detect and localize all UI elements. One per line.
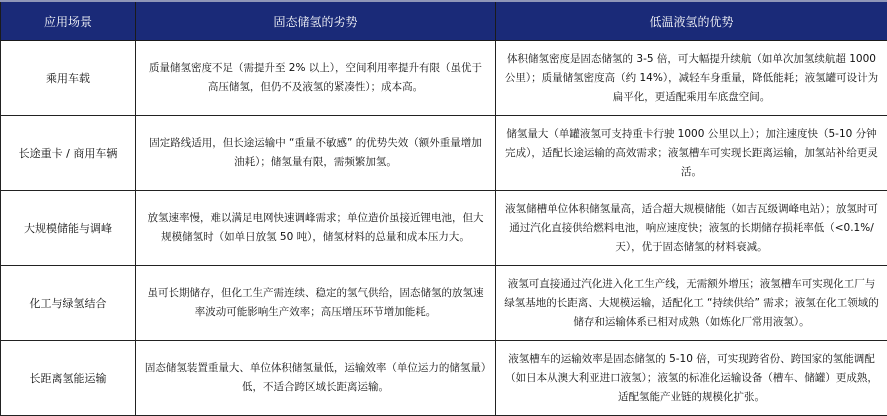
header-liquid-advantage: 低温液氢的优势 bbox=[496, 1, 887, 41]
liquid-advantage-cell: 液氢槽车的运输效率是固态储氢的 5-10 倍，可实现跨省份、跨国家的氢能调配（如日本从澳大利亚进口液氢）；液氢的标准化运输设备（槽车、储罐）更成熟，适配氢能产业链的规模化扩张。 bbox=[496, 341, 887, 416]
scene-cell: 化工与绿氢结合 bbox=[1, 266, 136, 341]
liquid-advantage-cell: 体积储氢密度是固态储氢的 3-5 倍，可大幅提升续航（如单次加氢续航超 1000 公里）；质量储氢密度高（约 14%），减轻车身重量，降低能耗；液氢罐可设计为扁平化，更适配乘用车底盘空间。 bbox=[496, 41, 887, 116]
table-row bbox=[1, 266, 887, 341]
header-row bbox=[1, 1, 887, 41]
header-solid-disadvantage: 固态储氢的劣势 bbox=[136, 1, 496, 41]
liquid-advantage-cell: 储氢量大（单罐液氢可支持重卡行驶 1000 公里以上）；加注速度快（5-10 分钟完成），适配长途运输的高效需求；液氢槽车可实现长距离运输，加氢站补给更灵活。 bbox=[496, 116, 887, 191]
table-row bbox=[1, 341, 887, 416]
liquid-advantage-cell: 液氢储槽单位体积储氢量高，适合超大规模储能（如吉瓦级调峰电站）；放氢时可通过汽化直接供给燃料电池，响应速度快；液氢的长期储存损耗率低（<0.1%/ 天），优于固态储氢的材料衰减。 bbox=[496, 191, 887, 266]
liquid-advantage-cell: 液氢可直接通过汽化进入化工生产线，无需额外增压；液氢槽车可实现化工厂与绿氢基地的长距离、大规模运输，适配化工 “持续供给” 需求；液氢在化工领域的储存和运输体系已相对成熟（如炼化厂常用液氢）。 bbox=[496, 266, 887, 341]
table-row bbox=[1, 191, 887, 266]
table-row bbox=[1, 116, 887, 191]
scene-cell: 长距离氢能运输 bbox=[1, 341, 136, 416]
solid-disadvantage-cell: 固态储氢装置重量大、单位体积储氢量低，运输效率（单位运力的储氢量）低，不适合跨区域长距离运输。 bbox=[136, 341, 496, 416]
scene-cell: 大规模储能与调峰 bbox=[1, 191, 136, 266]
solid-disadvantage-cell: 虽可长期储存，但化工生产需连续、稳定的氢气供给，固态储氢的放氢速率波动可能影响生产效率；高压增压环节增加能耗。 bbox=[136, 266, 496, 341]
solid-disadvantage-cell: 质量储氢密度不足（需提升至 2% 以上），空间利用率提升有限（虽优于高压储氢，但仍不及液氢的紧凑性）；成本高。 bbox=[136, 41, 496, 116]
scene-cell: 乘用车载 bbox=[1, 41, 136, 116]
solid-disadvantage-cell: 固定路线适用，但长途运输中 “重量不敏感” 的优势失效（额外重量增加油耗）；储氢量有限，需频繁加氢。 bbox=[136, 116, 496, 191]
table-row bbox=[1, 41, 887, 116]
solid-disadvantage-cell: 放氢速率慢，难以满足电网快速调峰需求；单位造价虽接近锂电池，但大规模储氢时（如单日放氢 50 吨），储氢材料的总量和成本压力大。 bbox=[136, 191, 496, 266]
header-scene: 应用场景 bbox=[1, 1, 136, 41]
scene-cell: 长途重卡 / 商用车辆 bbox=[1, 116, 136, 191]
